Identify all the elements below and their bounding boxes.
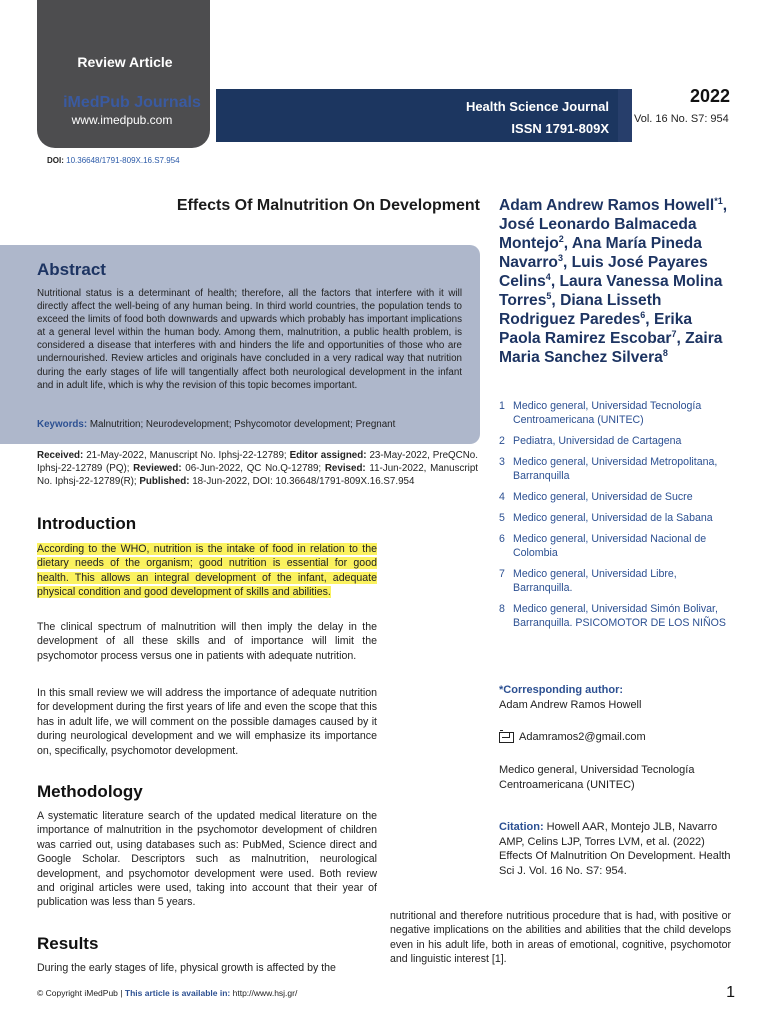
- editor-label: Editor assigned:: [289, 450, 367, 461]
- keywords-text: Malnutrition; Neurodevelopment; Pshycomotor development; Pregnant: [89, 419, 396, 430]
- affiliation-text: Medico general, Universidad Libre, Barranquilla.: [513, 568, 677, 594]
- corresponding-author-name: Adam Andrew Ramos Howell: [499, 699, 642, 711]
- published-text: 18-Jun-2022, DOI: 10.36648/1791-809X.16.S7.954: [192, 476, 415, 487]
- doi-line: [47, 156, 180, 165]
- publisher-logo-text: iMedPub Journals: [63, 94, 201, 111]
- corresponding-email[interactable]: Adamramos2@gmail.com: [519, 731, 646, 743]
- citation-block: [499, 820, 734, 878]
- publication-year: 2022: [689, 86, 730, 106]
- author-affiliation-marker: 8: [662, 347, 668, 358]
- received-text: 21-May-2022, Manuscript No. Iphsj-22-12789;: [86, 450, 287, 461]
- affiliation-number: 1: [499, 400, 505, 412]
- affiliation-item: [499, 490, 734, 504]
- affiliation-item: [499, 399, 734, 427]
- affiliation-text: Medico general, Universidad Simón Bolivar, Barranquilla. PSICOMOTOR DE LOS NIÑOS: [513, 603, 726, 629]
- editor-text: 23-May-2022, PreQCNo. Iphsj-22-12789 (PQ);: [37, 450, 478, 474]
- citation-text: Howell AAR, Montejo JLB, Navarro AMP, Celins LJP, Torres LVM, et al. (2022) Effects Of Malnutrition On Development. Health Sci J. Vol. 16 No. S7: 954.: [499, 821, 731, 877]
- published-label: Published:: [139, 476, 190, 487]
- article-type-label: Review Article: [77, 54, 173, 70]
- journal-banner-accent: [618, 89, 632, 142]
- received-label: Received:: [37, 450, 84, 461]
- journal-website-link[interactable]: http://www.hsj.gr/: [232, 988, 298, 998]
- email-icon: [499, 732, 514, 743]
- doi-label: DOI:: [47, 156, 64, 165]
- author-affiliation-marker: 7: [671, 328, 677, 339]
- affiliation-item: [499, 511, 734, 525]
- revised-label: Revised:: [324, 463, 366, 474]
- author-affiliation-marker: 2: [558, 233, 564, 244]
- volume-issue: Vol. 16 No. S7: 954: [634, 113, 729, 125]
- affiliation-item: [499, 567, 734, 595]
- publisher-url[interactable]: www.imedpub.com: [71, 113, 173, 127]
- author-name: Ana María Pineda Navarro: [499, 235, 702, 271]
- introduction-paragraph-1: [37, 542, 377, 600]
- reviewed-label: Reviewed:: [133, 463, 182, 474]
- affiliation-item: [499, 602, 734, 630]
- author-name: Adam Andrew Ramos Howell: [499, 197, 715, 214]
- affiliation-number: 4: [499, 491, 505, 503]
- author-affiliation-marker: 6: [640, 309, 646, 320]
- results-paragraph: During the early stages of life, physical growth is affected by the: [37, 962, 336, 974]
- introduction-paragraph-2: The clinical spectrum of malnutrition will then imply the delay in the development of all these skills and of importance will limit the psychomotor process versus one in patients with adequate nutrition.: [37, 621, 377, 662]
- affiliation-item: [499, 532, 734, 560]
- author-name: Luis José Payares Celins: [499, 254, 708, 290]
- footer-separator: |: [120, 988, 123, 998]
- email-row: [499, 731, 646, 743]
- affiliation-number: 3: [499, 456, 505, 468]
- affiliation-number: 6: [499, 533, 505, 545]
- keywords-label: Keywords:: [37, 419, 88, 430]
- affiliation-text: Pediatra, Universidad de Cartagena: [513, 435, 682, 447]
- author-affiliation-marker: 4: [545, 271, 551, 282]
- affiliation-text: Medico general, Universidad de la Sabana: [513, 512, 713, 524]
- affiliation-number: 5: [499, 512, 505, 524]
- corresponding-author-label: *Corresponding author:: [499, 684, 624, 696]
- affiliation-text: Medico general, Universidad Metropolitana, Barranquilla: [513, 456, 718, 482]
- author-name: Erika Paola Ramirez Escobar: [499, 311, 693, 347]
- highlighted-text: According to the WHO, nutrition is the intake of food in relation to the dietary needs of the organism; good nutrition is essential for good health. This allows an integral development of the infant, adequate physical condition and good development of skills and abilities.: [37, 543, 377, 599]
- affiliation-number: 2: [499, 435, 505, 447]
- affiliation-text: Medico general, Universidad Tecnología Centroamericana (UNITEC): [513, 400, 702, 426]
- methodology-heading: Methodology: [37, 782, 143, 801]
- abstract-heading: Abstract: [37, 260, 106, 279]
- affiliation-item: [499, 455, 734, 483]
- results-paragraph-continued: nutritional and therefore nutritious procedure that is had, with positive or negative implications on the abilities and abilities that the child develops even in his adult life, both in areas of emotional, cognitive, psychomotor and linguistic interest [1].: [390, 910, 731, 966]
- page-number: 1: [726, 984, 735, 1001]
- results-heading: Results: [37, 934, 99, 953]
- author-affiliation-marker: 5: [546, 290, 552, 301]
- author-name: Zaira Maria Sanchez Silvera: [499, 330, 723, 366]
- affiliation-number: 8: [499, 603, 505, 615]
- copyright-text: © Copyright iMedPub: [37, 988, 118, 998]
- journal-name: Health Science Journal: [465, 99, 609, 114]
- author-list: Adam Andrew Ramos Howell$^{*1}$, José Leonardo Balmaceda Montejo$^2$, Ana María Pineda Navarro$^3$, Luis José Payares Celins$^4$, Laura Vanessa Molina Torres$^5$, Diana Lisseth Rodriguez Paredes$^6$, Erika Paola Ramirez Escobar$^7$, Zaira Maria Sanchez Silvera$^8$: [499, 195, 728, 366]
- corresponding-affiliation: Medico general, Universidad Tecnología Centroamericana (UNITEC): [499, 764, 695, 791]
- affiliation-item: [499, 434, 734, 448]
- article-title: Effects Of Malnutrition On Development: [176, 197, 480, 214]
- introduction-paragraph-3: In this small review we will address the importance of adequate nutrition for development during the first years of life and even the scope that this has in adult life, we will comment on the possible damages caused by it during neurological development and we will emphasize its importance on, specifically, psychomotor development.: [37, 687, 377, 757]
- affiliation-number: 7: [499, 568, 505, 580]
- author-affiliation-marker: *1: [714, 195, 723, 206]
- citation-label: Citation:: [499, 821, 544, 833]
- author-name: Laura Vanessa Molina Torres: [499, 273, 723, 309]
- doi-link[interactable]: 10.36648/1791-809X.16.S7.954: [66, 156, 180, 165]
- abstract-text: Nutritional status is a determinant of health; therefore, all the factors that interfere with it will directly affect the well-being of any human being. In third world countries, the population tends to exceed the limits of food both downwards and upwards which probably has important implications at a general level within the human body. Among them, malnutrition, a public health problem, is considered a disease that interferes with and hinders the life and opportunities of those who are undernourished. Review articles and originals have concluded in a very radical way that nutrition during the early stages of life will tangentially affect both neurological development in the infant and in adult life, which is why the revision of this topic becomes important.: [37, 288, 462, 391]
- introduction-heading: Introduction: [37, 514, 137, 533]
- author-name: Diana Lisseth Rodriguez Paredes: [499, 292, 662, 328]
- reviewed-text: 06-Jun-2022, QC No.Q-12789;: [185, 463, 322, 474]
- affiliation-list: [499, 399, 734, 637]
- article-history: [37, 449, 478, 488]
- author-affiliation-marker: 3: [557, 252, 563, 263]
- revised-text: 11-Jun-2022, Manuscript No. Iphsj-22-12789(R);: [37, 463, 478, 487]
- affiliation-text: Medico general, Universidad Nacional de Colombia: [513, 533, 707, 559]
- journal-issn: ISSN 1791-809X: [511, 121, 609, 136]
- footer-copyright: [37, 988, 297, 998]
- methodology-paragraph: A systematic literature search of the updated medical literature on the importance of malnutrition in the psychomotor development of children was carried out, using databases such as: PubMed, Science direct and Google Scholar. Descriptors such as malnutrition, neurological development, and psychomotor development were used. Both review and original articles were used, taking into account that their year of publication was less than 5 years.: [37, 810, 377, 909]
- availability-label: This article is available in:: [124, 988, 231, 998]
- keywords-line: [37, 419, 467, 430]
- affiliation-text: Medico general, Universidad de Sucre: [513, 491, 693, 503]
- author-name: José Leonardo Balmaceda Montejo: [499, 216, 697, 252]
